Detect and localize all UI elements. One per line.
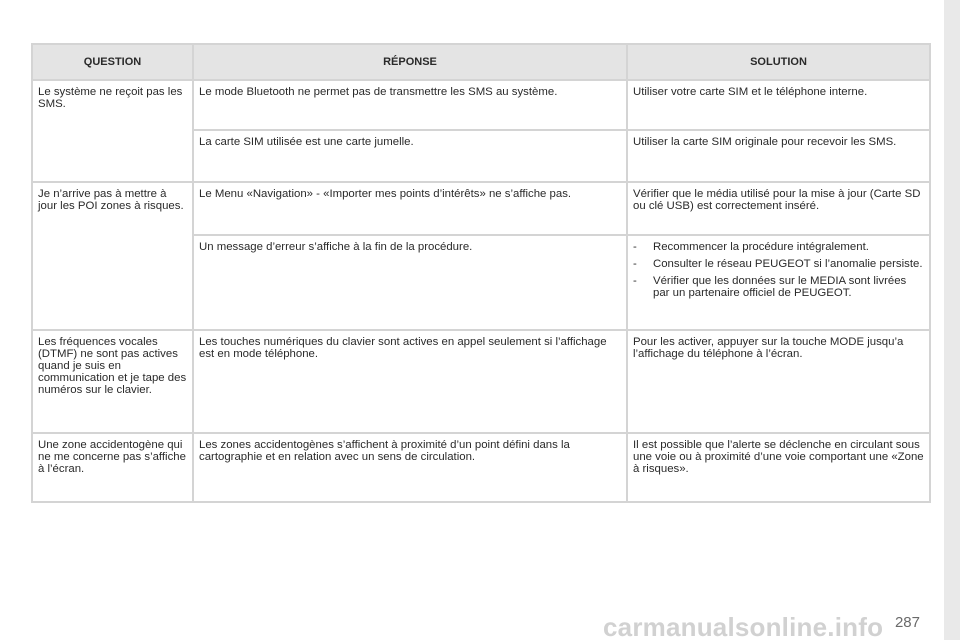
- table-row: [32, 80, 930, 130]
- question-cell: Je n’arrive pas à mettre à jour les POI zones à risques.: [32, 182, 193, 330]
- question-cell: Une zone accidentogène qui ne me concerne pas s’affiche à l’écran.: [32, 433, 193, 502]
- faq-table: [31, 43, 931, 503]
- response-cell: La carte SIM utilisée est une carte jumelle.: [193, 130, 627, 182]
- header-question: QUESTION: [32, 44, 193, 80]
- question-cell: Le système ne reçoit pas les SMS.: [32, 80, 193, 182]
- header-response: RÉPONSE: [193, 44, 627, 80]
- solution-cell: Vérifier que le média utilisé pour la mise à jour (Carte SD ou clé USB) est correctement inséré.: [627, 182, 930, 235]
- dash-bullet-icon: -: [633, 258, 637, 270]
- solution-list-item: [633, 275, 924, 299]
- solution-list-text: Recommencer la procédure intégralement.: [653, 241, 869, 253]
- header-solution: SOLUTION: [627, 44, 930, 80]
- table-header-row: [32, 44, 930, 80]
- dash-bullet-icon: -: [633, 275, 637, 287]
- response-cell: Le Menu «Navigation» - «Importer mes points d’intérêts» ne s’affiche pas.: [193, 182, 627, 235]
- solution-list-item: [633, 241, 924, 253]
- solution-cell: Il est possible que l’alerte se déclenche en circulant sous une voie ou à proximité d’une voie comportant une «Zone à risques».: [627, 433, 930, 502]
- solution-cell: Utiliser la carte SIM originale pour recevoir les SMS.: [627, 130, 930, 182]
- response-cell: Les zones accidentogènes s’affichent à proximité d’un point défini dans la cartographie et en relation avec un sens de circulation.: [193, 433, 627, 502]
- table-row: [32, 433, 930, 502]
- page-number: 287: [894, 614, 920, 631]
- response-cell: Un message d’erreur s’affiche à la fin de la procédure.: [193, 235, 627, 330]
- watermark: carmanualsonline.info: [603, 612, 884, 642]
- table-row: [32, 182, 930, 235]
- solution-cell: [627, 235, 930, 330]
- solution-cell: Pour les activer, appuyer sur la touche MODE jusqu’a l’affichage du téléphone à l’écran.: [627, 330, 930, 433]
- solution-cell: Utiliser votre carte SIM et le téléphone interne.: [627, 80, 930, 130]
- response-cell: Le mode Bluetooth ne permet pas de transmettre les SMS au système.: [193, 80, 627, 130]
- response-cell: Les touches numériques du clavier sont actives en appel seulement si l’affichage est en mode téléphone.: [193, 330, 627, 433]
- page-edge-strip: [944, 0, 960, 640]
- question-cell: Les fréquences vocales (DTMF) ne sont pas actives quand je suis en communication et je tape des numéros sur le clavier.: [32, 330, 193, 433]
- solution-list-text: Vérifier que les données sur le MEDIA sont livrées par un partenaire officiel de PEUGEOT.: [653, 275, 907, 299]
- solution-list-text: Consulter le réseau PEUGEOT si l’anomalie persiste.: [653, 258, 923, 270]
- dash-bullet-icon: -: [633, 241, 637, 253]
- solution-list-item: [633, 258, 924, 270]
- table-row: [32, 330, 930, 433]
